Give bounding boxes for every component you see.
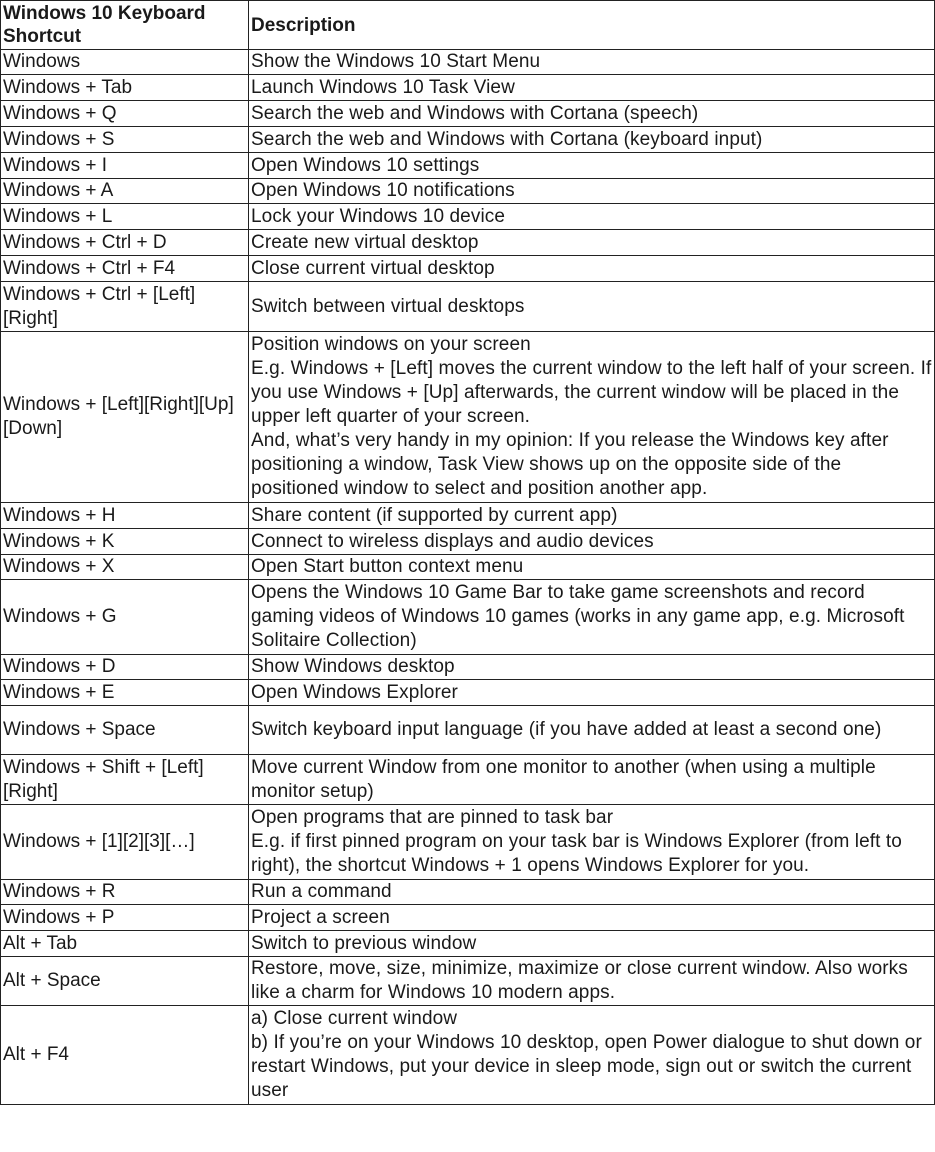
description-cell: Position windows on your screen E.g. Windows + [Left] moves the current window to the left half of your screen. If you use Windows + [Up] afterwards, the current window will be placed in the upper left quarter of your screen. And, what’s very handy in my opinion: If you release the Windows key after positioning a window, Task View shows up on the opposite side of the positioned window to select and position another app. <box>249 332 935 503</box>
table-row <box>1 755 935 805</box>
shortcut-cell: Windows + [1][2][3][…] <box>1 805 249 880</box>
description-cell: Connect to wireless displays and audio devices <box>249 529 935 555</box>
table-row <box>1 706 935 755</box>
shortcut-cell: Windows + K <box>1 529 249 555</box>
description-cell: Lock your Windows 10 device <box>249 204 935 230</box>
description-cell: Search the web and Windows with Cortana (keyboard input) <box>249 127 935 153</box>
shortcut-cell: Windows <box>1 50 249 75</box>
table-row <box>1 282 935 332</box>
shortcut-cell: Windows + Tab <box>1 75 249 101</box>
table-row <box>1 332 935 503</box>
description-cell: Launch Windows 10 Task View <box>249 75 935 101</box>
table-row <box>1 905 935 931</box>
shortcut-cell: Windows + L <box>1 204 249 230</box>
shortcut-cell: Windows + G <box>1 580 249 655</box>
description-cell: Open Windows 10 notifications <box>249 179 935 204</box>
table-row <box>1 805 935 880</box>
description-column-header: Description <box>249 1 935 50</box>
description-cell: Switch keyboard input language (if you have added at least a second one) <box>249 706 935 755</box>
shortcut-cell: Windows + Space <box>1 706 249 755</box>
shortcut-cell: Windows + S <box>1 127 249 153</box>
description-cell: Run a command <box>249 880 935 905</box>
table-row <box>1 256 935 282</box>
description-cell: Close current virtual desktop <box>249 256 935 282</box>
table-row <box>1 179 935 204</box>
table-row <box>1 555 935 580</box>
shortcut-cell: Windows + Ctrl + [Left][Right] <box>1 282 249 332</box>
table-row <box>1 880 935 905</box>
table-header-row <box>1 1 935 50</box>
table-row <box>1 50 935 75</box>
shortcut-cell: Windows + Shift + [Left][Right] <box>1 755 249 805</box>
table-row <box>1 1006 935 1105</box>
shortcut-cell: Windows + X <box>1 555 249 580</box>
shortcut-cell: Windows + A <box>1 179 249 204</box>
shortcut-cell: Windows + [Left][Right][Up][Down] <box>1 332 249 503</box>
description-cell: Show Windows desktop <box>249 655 935 680</box>
table-row <box>1 153 935 179</box>
table-row <box>1 127 935 153</box>
table-row <box>1 680 935 706</box>
description-cell: a) Close current window b) If you’re on your Windows 10 desktop, open Power dialogue to shut down or restart Windows, put your device in sleep mode, sign out or switch the current user <box>249 1006 935 1105</box>
shortcut-cell: Alt + Space <box>1 957 249 1006</box>
description-cell: Move current Window from one monitor to another (when using a multiple monitor setup) <box>249 755 935 805</box>
shortcut-cell: Windows + Q <box>1 101 249 127</box>
shortcut-cell: Alt + F4 <box>1 1006 249 1105</box>
description-cell: Open programs that are pinned to task bar E.g. if first pinned program on your task bar is Windows Explorer (from left to right), the shortcut Windows + 1 opens Windows Explorer for you. <box>249 805 935 880</box>
table-row <box>1 655 935 680</box>
shortcut-cell: Windows + H <box>1 503 249 529</box>
table-row <box>1 957 935 1006</box>
shortcut-column-header: Windows 10 Keyboard Shortcut <box>1 1 249 50</box>
table-row <box>1 580 935 655</box>
table-row <box>1 529 935 555</box>
description-cell: Project a screen <box>249 905 935 931</box>
shortcut-cell: Windows + Ctrl + F4 <box>1 256 249 282</box>
table-row <box>1 75 935 101</box>
table-row <box>1 931 935 957</box>
table-row <box>1 503 935 529</box>
description-cell: Switch between virtual desktops <box>249 282 935 332</box>
shortcut-cell: Windows + D <box>1 655 249 680</box>
table-row <box>1 204 935 230</box>
description-cell: Search the web and Windows with Cortana (speech) <box>249 101 935 127</box>
shortcut-cell: Windows + R <box>1 880 249 905</box>
description-cell: Open Windows 10 settings <box>249 153 935 179</box>
description-cell: Show the Windows 10 Start Menu <box>249 50 935 75</box>
description-cell: Open Windows Explorer <box>249 680 935 706</box>
shortcut-cell: Alt + Tab <box>1 931 249 957</box>
shortcut-cell: Windows + I <box>1 153 249 179</box>
shortcut-cell: Windows + E <box>1 680 249 706</box>
description-cell: Open Start button context menu <box>249 555 935 580</box>
description-cell: Share content (if supported by current app) <box>249 503 935 529</box>
table-row <box>1 101 935 127</box>
shortcut-cell: Windows + P <box>1 905 249 931</box>
description-cell: Opens the Windows 10 Game Bar to take game screenshots and record gaming videos of Windows 10 games (works in any game app, e.g. Microsoft Solitaire Collection) <box>249 580 935 655</box>
table-row <box>1 230 935 256</box>
shortcut-cell: Windows + Ctrl + D <box>1 230 249 256</box>
description-cell: Switch to previous window <box>249 931 935 957</box>
description-cell: Create new virtual desktop <box>249 230 935 256</box>
description-cell: Restore, move, size, minimize, maximize or close current window. Also works like a charm for Windows 10 modern apps. <box>249 957 935 1006</box>
